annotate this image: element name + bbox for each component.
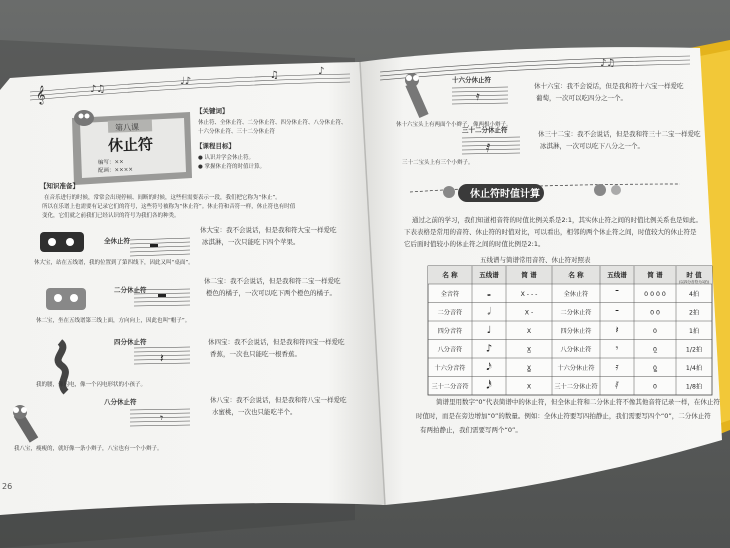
table-cell: 四分音符 xyxy=(437,328,463,335)
table-cell: 0̲ xyxy=(653,346,657,354)
table-cell: 八分休止符 xyxy=(560,346,592,354)
rest-name-thirtysecond: 三十二分休止符 xyxy=(462,126,508,134)
table-cell: 十六分休止符 xyxy=(557,365,595,372)
svg-text:♩♪: ♩♪ xyxy=(180,76,192,87)
rest-text-quarter-1: 休四宝：我不会说话，但是我和符四宝一样爱吃 xyxy=(208,338,345,346)
table-cell: 0 0 xyxy=(650,309,660,317)
table-cell: ♩ xyxy=(486,325,492,336)
keywords-heading: 【关键词】 xyxy=(196,107,229,115)
rest-name-half: 二分休止符 xyxy=(114,286,147,294)
table-cell: 三十二分休止符 xyxy=(554,383,598,391)
lesson-label: 第八课 xyxy=(114,122,140,133)
table-cell: 0 xyxy=(653,328,657,335)
rest-name-whole: 全休止符 xyxy=(104,237,130,245)
svg-text:♪♫: ♪♫ xyxy=(90,84,106,95)
table-cell: X xyxy=(526,383,532,391)
rest-text-quarter-2: 香蕉，一次也只能吃一根香蕉。 xyxy=(210,350,301,358)
rest-caption-half: 休二宝，坐在五线谱第三线上面，方向向上，因此也叫“帽子”。 xyxy=(36,318,191,324)
table-header-cell: 简 谱 xyxy=(647,271,663,279)
table-cell: 二分音符 xyxy=(437,309,463,317)
goal-line-1: ● 认识并学会休止符。 xyxy=(198,155,255,161)
rest-caption-quarter: 我的腰，像闪电，像一个闪电形状的小孩子。 xyxy=(36,382,147,388)
svg-text:𝅀: 𝅀 xyxy=(486,141,491,155)
knowledge-line-3: 变化，它们就之前我们已经认识的符号为我们各的种类。 xyxy=(42,213,180,219)
table-cell: 0 0 0 0 xyxy=(644,291,666,298)
svg-text:𝄿: 𝄿 xyxy=(476,89,480,103)
note-rest-table xyxy=(428,255,712,395)
table-cell: 全休止符 xyxy=(563,291,589,298)
rest-text-sixteenth-1: 休十六宝：我不会说话，但是我和符十六宝一样爱吃 xyxy=(534,82,684,90)
lesson-meta-2: 配画：×××× xyxy=(97,166,134,175)
knowledge-line-1: 在音乐进行的时候，常常会出现停顿、间断的时候，这些但需要表示一段，我们把它称为“休止”。 xyxy=(44,195,281,201)
svg-text:𝄽: 𝄽 xyxy=(160,351,164,365)
table-cell: X xyxy=(526,328,532,335)
table-cell: 𝅀 xyxy=(615,380,619,392)
outro-line-1: 简谱里用数字“0”代表简谱中的休止符，但全休止符和二分休止符不像其他音符记录一样，在休止符 xyxy=(436,398,720,406)
table-header-cell: 时 值 xyxy=(686,271,702,279)
rest-text-thirtysecond-2: 冰淇淋，一次可以吃下八分之一个。 xyxy=(540,142,644,150)
knowledge-heading: 【知识准备】 xyxy=(40,182,79,190)
table-cell: X - - - xyxy=(520,291,538,298)
rest-name-eighth: 八分休止符 xyxy=(104,398,137,406)
keywords-line-2: 十六分休止符、三十二分休止符 xyxy=(198,129,276,135)
svg-text:𝄞: 𝄞 xyxy=(36,85,46,104)
table-caption: 五线谱与简谱常用音符、休止符对照表 xyxy=(480,256,591,264)
knowledge-line-2: 所以在乐谱上也需要有记录它们的符号，这些符号被称为“休止符”。休止符和音符一样，休止符也有时值 xyxy=(42,204,296,210)
table-cell: 𝄼 xyxy=(615,306,619,318)
section-title: 休止符时值计算 xyxy=(470,189,540,200)
lesson-meta-1: 编写：×× xyxy=(97,159,124,167)
rest-text-thirtysecond-1: 休三十二宝：我不会说话，但是我和符三十二宝一样爱吃 xyxy=(538,130,701,138)
rest-caption-sixteenth: 休十六宝头上有两面个小辫子，像两根小辫子。 xyxy=(396,122,512,128)
table-header-cell: 名 称 xyxy=(442,271,458,279)
table-cell: X̳ xyxy=(526,365,532,372)
table-cell: 𝅘𝅥𝅰 xyxy=(486,380,492,392)
table-cell: 𝅗𝅥 xyxy=(487,306,491,318)
lesson-card xyxy=(72,110,192,185)
table-cell: 𝄿 xyxy=(615,362,619,373)
table-cell: ♪ xyxy=(485,343,493,355)
svg-text:♫: ♫ xyxy=(270,70,279,81)
keywords-line-1: 休止符、全休止符、二分休止符、四分休止符、八分休止符、 xyxy=(198,120,347,126)
table-header-cell: 名 称 xyxy=(568,271,584,279)
table-cell: 0 xyxy=(653,383,657,391)
table-cell: 1/8拍 xyxy=(685,383,703,391)
svg-text:♪♫: ♪♫ xyxy=(600,58,616,69)
svg-text:♪: ♪ xyxy=(318,66,325,77)
table-cell: 𝄾 xyxy=(615,343,619,355)
table-cell: 𝄽 xyxy=(615,325,619,336)
svg-text:𝄾: 𝄾 xyxy=(160,411,164,425)
table-header-cell: 五线谱 xyxy=(479,271,499,279)
rest-text-whole-2: 冰淇淋，一次只能吃下四个苹果。 xyxy=(202,238,300,246)
outro-line-3: 有两拍静止，我们需要写两个“0”。 xyxy=(420,426,522,434)
lesson-title: 休止符 xyxy=(107,135,154,155)
table-header-cell: 简 谱 xyxy=(521,271,537,279)
whole-rest-character xyxy=(40,232,84,252)
rest-text-half-1: 休二宝：我不会说话，但是我和符二宝一样爱吃 xyxy=(204,277,341,285)
intro-line-2: 下表表格是常用的音符、休止符的时值对比，可以看出，相邻的两个休止符之间，时值较大的休止符是 xyxy=(404,228,697,236)
rest-caption-eighth: 我八宝，瘦瘦的，就好像一条小辫子，八宝也有一个小辫子。 xyxy=(14,446,163,452)
table-cell: 全音符 xyxy=(440,291,460,298)
rest-caption-whole: 休大宝，站在五线谱，我的位置到了第四线下，因此又叫“桌面”。 xyxy=(34,260,194,266)
table-cell: 𝄻 xyxy=(615,288,619,299)
rest-caption-thirtysecond: 三十二宝头上有三个小辫子。 xyxy=(402,160,474,166)
table-cell: 八分音符 xyxy=(437,346,463,354)
rest-name-quarter: 四分休止符 xyxy=(114,338,147,346)
table-cell: X - xyxy=(524,309,534,317)
intro-line-1: 通过之前的学习，我们知道相音符的时值比例关系是2:1，其实休止符之间的时值比例关系也是如此。 xyxy=(412,216,702,224)
goal-line-2: ● 掌握休止符的时值计算。 xyxy=(198,164,266,170)
rest-text-eighth-2: 水蜜桃，一次也只能吃半个。 xyxy=(212,408,297,416)
table-cell: 𝅘𝅥𝅯 xyxy=(486,362,492,373)
table-cell: X̲ xyxy=(526,346,532,354)
rest-text-sixteenth-2: 葡萄，一次可以吃四分之一个。 xyxy=(536,94,627,102)
rest-text-half-2: 橙色的橘子，一次可以吃下两个橙色的橘子。 xyxy=(206,289,336,297)
table-cell: 十六分音符 xyxy=(434,365,466,372)
rest-text-whole-1: 休大宝：我不会说话，但是我和符大宝一样爱吃 xyxy=(200,226,337,234)
table-cell: 四分休止符 xyxy=(560,328,592,335)
intro-line-3: 它后面时值较小的休止符之间的时值比例是2:1。 xyxy=(404,240,545,248)
table-cell: 0̳ xyxy=(653,365,657,372)
table-cell: 二分休止符 xyxy=(560,309,592,317)
table-header-cell: 五线谱 xyxy=(607,271,627,279)
table-cell: 三十二分音符 xyxy=(431,383,469,391)
outro-line-2: 时值时，而是在旁边增加“0”的数量。例如：全休止符要写四拍静止，我们需要写四个“0”，二分休止符 xyxy=(416,412,711,420)
table-cell: 4拍 xyxy=(688,291,700,298)
table-cell: 2拍 xyxy=(688,309,700,317)
table-cell: 1拍 xyxy=(688,328,700,335)
rest-name-sixteenth: 十六分休止符 xyxy=(452,76,491,84)
table-cell: 1/4拍 xyxy=(685,365,703,372)
table-cell: 1/2拍 xyxy=(685,346,703,354)
goals-heading: 【课程目标】 xyxy=(196,142,235,150)
table-cell: 𝅝 xyxy=(487,288,491,299)
rest-text-eighth-1: 休八宝：我不会说话，但是我和符八宝一样爱吃 xyxy=(210,396,347,404)
half-rest-character xyxy=(46,288,86,310)
page-number: 26 xyxy=(2,482,13,491)
table-time-note: (以四分音符为1拍) xyxy=(678,280,710,284)
